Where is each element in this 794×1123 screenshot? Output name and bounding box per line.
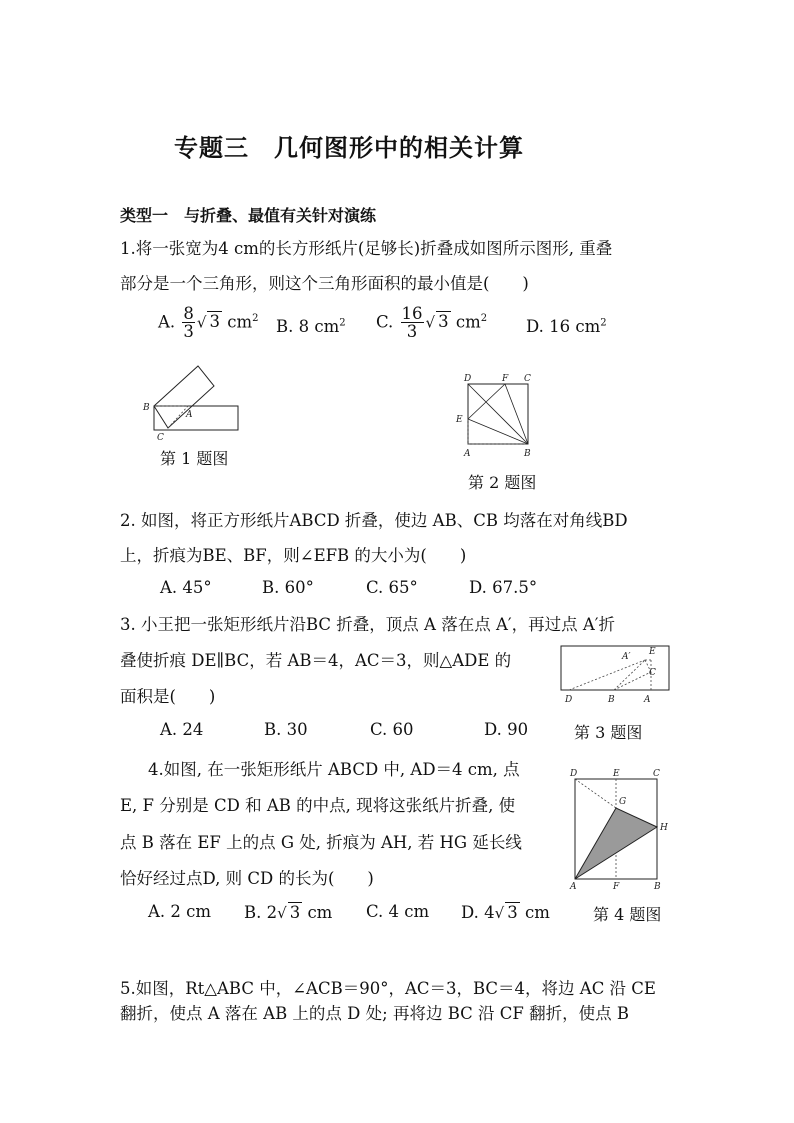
q4-figure-caption: 第 4 题图 bbox=[593, 905, 662, 924]
q3-text-line2: 叠使折痕 DE∥BC，若 AB＝4，AC＝3，则△ADE 的 bbox=[120, 651, 512, 670]
q3-option-b: B. 30 bbox=[264, 720, 308, 739]
fig2-label-c: C bbox=[524, 374, 531, 384]
q1-option-a: A. $\frac{8}{3}$ √ 3 $cm^2$ bbox=[158, 304, 259, 342]
q3-text-line3: 面积是( ) bbox=[120, 687, 216, 706]
q4-text-line2: E, F 分别是 CD 和 AB 的中点, 现将这张纸片折叠, 使 bbox=[120, 796, 516, 815]
fig2-label-a: A bbox=[464, 449, 471, 459]
q4-option-d: D. 4√ 3 cm bbox=[461, 903, 550, 922]
section-heading: 类型一 与折叠、最值有关针对演练 bbox=[120, 206, 377, 225]
q5-text-line1: 5.如图，Rt△ABC 中，∠ACB＝90°，AC＝3，BC＝4，将边 AC 沿 CE bbox=[120, 979, 656, 998]
q4-option-c: C. 4 cm bbox=[366, 902, 430, 921]
q1-option-b: B. 8 $cm^2$ bbox=[276, 317, 346, 336]
fig1-label-a: A bbox=[186, 410, 193, 420]
fig1-label-b: B bbox=[143, 403, 150, 413]
q2-option-c: C. 65° bbox=[366, 578, 418, 597]
q5-text-line2: 翻折，使点 A 落在 AB 上的点 D 处; 再将边 BC 沿 CF 翻折，使点 B bbox=[120, 1004, 629, 1023]
q2-option-a: A. 45° bbox=[160, 578, 212, 597]
fig3-label-a: A bbox=[644, 695, 651, 705]
q3-figure-caption: 第 3 题图 bbox=[574, 723, 643, 742]
q2-text-line1: 2. 如图，将正方形纸片ABCD 折叠，使边 AB、CB 均落在对角线BD bbox=[120, 511, 628, 530]
q3-text-line1: 3. 小王把一张矩形纸片沿BC 折叠，顶点 A 落在点 A′，再过点 A′折 bbox=[120, 615, 616, 634]
fig4-label-e: E bbox=[613, 769, 620, 779]
q3-option-c: C. 60 bbox=[370, 720, 414, 739]
q1-text-line1: 1.将一张宽为4 cm的长方形纸片(足够长)折叠成如图所示图形, 重叠 bbox=[120, 239, 613, 258]
q4-text-line4: 恰好经过点D, 则 CD 的长为( ) bbox=[120, 869, 374, 888]
fig4-label-g: G bbox=[619, 797, 627, 807]
figure-q1 bbox=[140, 362, 250, 446]
q1-option-c: C. $\frac{16}{3}$ √ 3 $cm^2$ bbox=[376, 304, 488, 342]
fig3-label-d: D bbox=[565, 695, 573, 705]
figure-q3 bbox=[556, 640, 678, 708]
q4-text-line3: 点 B 落在 EF 上的点 G 处, 折痕为 AH, 若 HG 延长线 bbox=[120, 833, 522, 852]
fig2-label-b: B bbox=[524, 449, 531, 459]
q1-figure-caption: 第 1 题图 bbox=[160, 449, 229, 468]
fraction: $\frac{8}{3}$ bbox=[183, 304, 194, 342]
fig1-label-c: C bbox=[157, 433, 164, 443]
fig2-label-e: E bbox=[456, 415, 463, 425]
fig3-label-e: E bbox=[649, 647, 656, 657]
q2-text-line2: 上，折痕为BE、BF，则∠EFB 的大小为( ) bbox=[120, 546, 467, 565]
q3-option-a: A. 24 bbox=[160, 720, 204, 739]
fig3-label-b: B bbox=[608, 695, 615, 705]
figure-q4 bbox=[562, 764, 680, 892]
q4-option-b: B. 2√ 3 cm bbox=[244, 903, 333, 922]
q3-option-d: D. 90 bbox=[484, 720, 529, 739]
fig4-label-h: H bbox=[660, 823, 668, 833]
q1-text-line2: 部分是一个三角形，则这个三角形面积的最小值是( ) bbox=[120, 274, 529, 293]
fraction: $\frac{16}{3}$ bbox=[401, 304, 423, 342]
fig4-label-f: F bbox=[613, 882, 620, 892]
fig2-label-d: D bbox=[464, 374, 472, 384]
q4-option-a: A. 2 cm bbox=[148, 902, 212, 921]
fig3-label-a-prime: A′ bbox=[622, 652, 631, 662]
q1-option-d: D. 16 $cm^2$ bbox=[526, 317, 607, 336]
fig4-label-c: C bbox=[653, 769, 660, 779]
q4-text-line1: 4.如图, 在一张矩形纸片 ABCD 中, AD＝4 cm, 点 bbox=[148, 760, 520, 779]
q2-option-d: D. 67.5° bbox=[469, 578, 538, 597]
fig3-label-c: C bbox=[649, 668, 656, 678]
q2-figure-caption: 第 2 题图 bbox=[468, 473, 537, 492]
figure-q2 bbox=[452, 370, 544, 460]
page-title: 专题三 几何图形中的相关计算 bbox=[174, 133, 524, 162]
fig2-label-f: F bbox=[502, 374, 509, 384]
fig4-label-a: A bbox=[570, 882, 577, 892]
q2-option-b: B. 60° bbox=[262, 578, 314, 597]
fig4-label-b: B bbox=[654, 882, 661, 892]
fig4-label-d: D bbox=[570, 769, 578, 779]
